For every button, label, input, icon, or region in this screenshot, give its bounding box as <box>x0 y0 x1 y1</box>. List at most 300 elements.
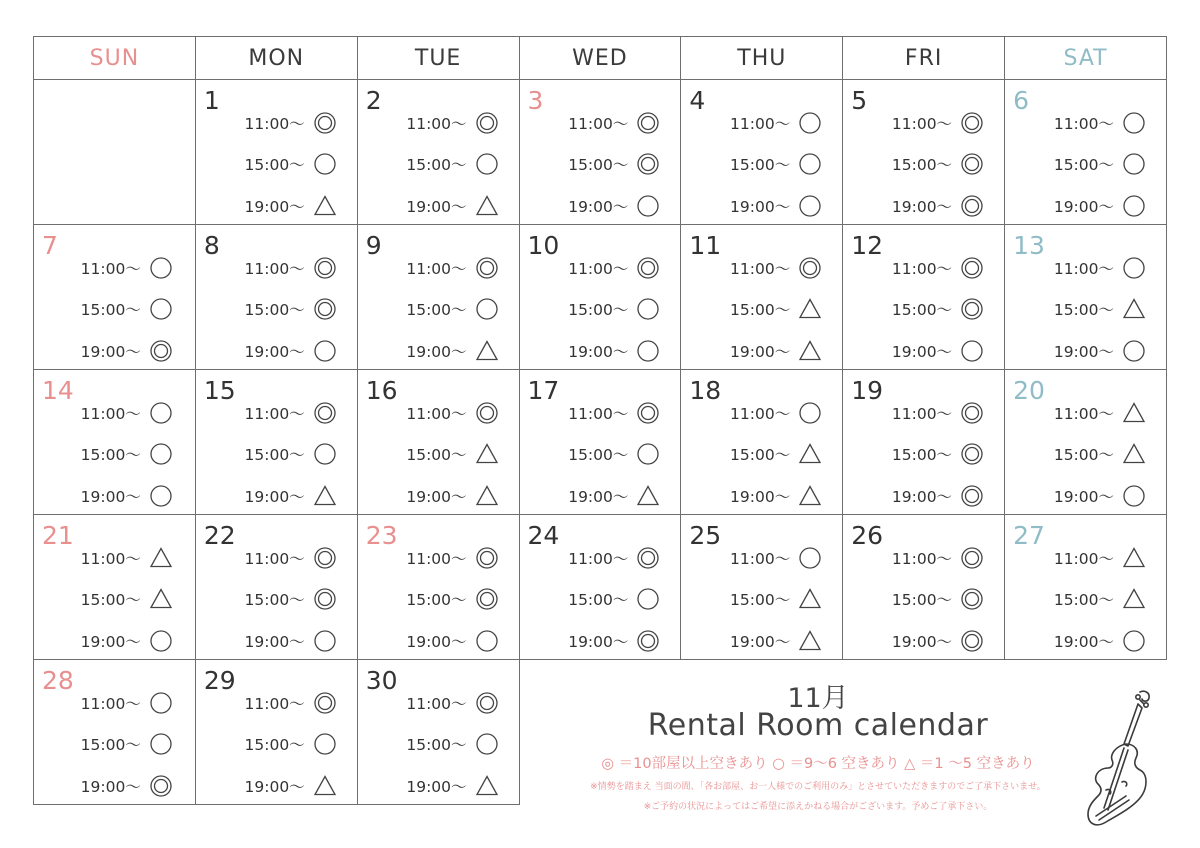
time-label: 15:00～ <box>406 736 467 754</box>
double-circle-icon <box>149 339 173 363</box>
circle-icon <box>1122 629 1146 653</box>
double-circle-icon <box>636 111 660 135</box>
time-label: 15:00～ <box>568 156 629 174</box>
time-label: 15:00～ <box>406 446 467 464</box>
time-slot <box>1054 439 1166 469</box>
time-slot <box>568 108 680 138</box>
day-cell <box>843 515 1005 660</box>
day-cell <box>843 80 1005 225</box>
time-slot <box>81 253 195 283</box>
circle-icon <box>149 442 173 466</box>
weekday-sat: SAT <box>1005 37 1167 80</box>
time-label: 11:00～ <box>1053 405 1114 423</box>
double-circle-icon <box>960 484 984 508</box>
double-circle-icon <box>960 629 984 653</box>
time-label: 15:00～ <box>80 591 141 609</box>
time-slot <box>406 584 518 614</box>
time-label: 19:00～ <box>244 778 305 796</box>
double-circle-icon <box>960 111 984 135</box>
triangle-icon <box>475 774 499 798</box>
time-label: 19:00～ <box>1053 488 1114 506</box>
time-label: 15:00～ <box>891 446 953 464</box>
time-slot <box>245 688 357 718</box>
day-cell <box>357 515 519 660</box>
time-label: 19:00～ <box>244 633 305 651</box>
triangle-icon <box>149 546 173 570</box>
time-slot <box>406 543 518 573</box>
time-slot <box>81 439 195 469</box>
day-cell <box>1005 370 1167 515</box>
triangle-icon <box>1122 546 1146 570</box>
circle-icon <box>1122 256 1146 280</box>
week-row <box>34 80 1167 225</box>
time-slot <box>245 771 357 801</box>
day-number: 23 <box>365 521 398 550</box>
double-circle-icon <box>960 401 984 425</box>
circle-icon <box>313 732 337 756</box>
circle-icon <box>475 629 499 653</box>
time-label: 19:00～ <box>244 198 305 216</box>
time-label: 15:00～ <box>568 301 629 319</box>
day-cell <box>843 370 1005 515</box>
triangle-icon <box>475 484 499 508</box>
time-slot <box>81 729 195 759</box>
empty-day-cell <box>34 80 196 225</box>
time-slot <box>568 626 680 656</box>
time-slot <box>245 626 357 656</box>
time-label: 11:00～ <box>406 695 467 713</box>
time-label: 19:00～ <box>80 343 141 361</box>
day-number: 1 <box>203 86 220 115</box>
time-slot <box>568 584 680 614</box>
day-number: 26 <box>851 521 884 550</box>
time-slot <box>1054 481 1166 511</box>
time-slot <box>245 108 357 138</box>
time-slot <box>406 398 518 428</box>
time-slot <box>892 439 1004 469</box>
time-label: 15:00～ <box>244 156 305 174</box>
time-slot <box>568 439 680 469</box>
time-slot <box>568 543 680 573</box>
time-label: 11:00～ <box>891 115 953 133</box>
time-slot <box>406 108 518 138</box>
time-slot <box>245 191 357 221</box>
time-label: 15:00～ <box>406 301 467 319</box>
time-label: 15:00～ <box>406 156 467 174</box>
day-number: 20 <box>1013 376 1045 405</box>
double-circle-icon <box>636 256 660 280</box>
time-label: 15:00～ <box>1053 301 1114 319</box>
double-circle-icon <box>636 546 660 570</box>
time-label: 19:00～ <box>568 198 629 216</box>
time-label: 19:00～ <box>568 343 629 361</box>
time-label: 19:00～ <box>244 343 305 361</box>
time-label: 11:00～ <box>568 550 629 568</box>
time-slot <box>81 543 195 573</box>
reservation-note: ※ご予約の状況によってはご希望に添えかねる場合がございます。予めご了承下さい。 <box>643 802 993 812</box>
circle-icon <box>149 732 173 756</box>
time-label: 11:00～ <box>406 260 467 278</box>
time-label: 15:00～ <box>730 591 791 609</box>
time-label: 15:00～ <box>244 591 305 609</box>
time-label: 11:00～ <box>891 550 953 568</box>
time-label: 11:00～ <box>1053 115 1114 133</box>
circle-icon <box>798 152 822 176</box>
circle-icon <box>313 339 337 363</box>
circle-icon <box>149 256 173 280</box>
time-slot <box>730 626 842 656</box>
day-cell <box>195 515 357 660</box>
time-slot <box>892 543 1004 573</box>
day-cell <box>34 515 196 660</box>
circle-icon <box>1122 152 1146 176</box>
time-slot <box>81 688 195 718</box>
day-number: 12 <box>851 231 884 260</box>
time-slot <box>730 336 842 366</box>
triangle-icon <box>475 339 499 363</box>
time-slot <box>730 439 842 469</box>
circle-icon <box>636 297 660 321</box>
triangle-icon <box>149 587 173 611</box>
double-circle-icon <box>798 256 822 280</box>
double-circle-icon <box>313 256 337 280</box>
circle-icon <box>313 629 337 653</box>
time-label: 19:00～ <box>730 633 791 651</box>
week-row <box>34 515 1167 660</box>
triangle-icon <box>1122 442 1146 466</box>
day-number: 24 <box>527 521 560 550</box>
time-label: 11:00～ <box>730 260 791 278</box>
time-label: 19:00～ <box>891 343 953 361</box>
time-slot <box>892 294 1004 324</box>
day-number: 6 <box>1013 86 1029 115</box>
day-cell <box>519 370 681 515</box>
circle-icon <box>149 484 173 508</box>
time-slot <box>730 481 842 511</box>
time-label: 11:00～ <box>568 405 629 423</box>
circle-icon <box>798 546 822 570</box>
day-cell <box>519 80 681 225</box>
time-label: 11:00～ <box>1053 550 1114 568</box>
double-circle-icon <box>313 111 337 135</box>
time-label: 15:00～ <box>730 156 791 174</box>
day-number: 2 <box>365 86 382 115</box>
time-label: 19:00～ <box>891 633 953 651</box>
time-label: 19:00～ <box>891 198 953 216</box>
triangle-icon <box>313 774 337 798</box>
circle-icon <box>636 587 660 611</box>
circle-icon <box>313 152 337 176</box>
day-number: 9 <box>365 231 382 260</box>
time-label: 19:00～ <box>406 633 467 651</box>
triangle-icon <box>798 442 822 466</box>
day-number: 3 <box>527 86 544 115</box>
day-number: 17 <box>527 376 560 405</box>
triangle-icon <box>1122 401 1146 425</box>
circle-icon <box>1122 194 1146 218</box>
time-slot <box>81 626 195 656</box>
time-label: 19:00～ <box>1053 633 1114 651</box>
time-label: 11:00～ <box>244 115 305 133</box>
violin-icon <box>1082 688 1162 833</box>
footer <box>518 666 1134 826</box>
time-slot <box>730 543 842 573</box>
circle-icon <box>1122 339 1146 363</box>
time-label: 19:00～ <box>80 488 141 506</box>
weekday-thu: THU <box>681 37 843 80</box>
circle-icon <box>149 629 173 653</box>
time-slot <box>406 626 518 656</box>
double-circle-icon <box>960 546 984 570</box>
circle-icon <box>149 401 173 425</box>
time-label: 11:00～ <box>1053 260 1114 278</box>
circle-icon <box>313 442 337 466</box>
time-slot <box>1054 149 1166 179</box>
time-slot <box>81 481 195 511</box>
triangle-icon <box>798 297 822 321</box>
day-number: 16 <box>365 376 398 405</box>
time-label: 11:00～ <box>80 695 141 713</box>
time-slot <box>892 626 1004 656</box>
day-number: 14 <box>42 376 74 405</box>
day-number: 11 <box>689 231 722 260</box>
time-label: 11:00～ <box>730 115 791 133</box>
time-slot <box>1054 336 1166 366</box>
circle-icon <box>636 442 660 466</box>
time-label: 15:00～ <box>80 301 141 319</box>
double-circle-icon <box>960 587 984 611</box>
triangle-icon <box>313 484 337 508</box>
double-circle-icon <box>313 401 337 425</box>
time-slot <box>892 191 1004 221</box>
time-label: 19:00～ <box>80 633 141 651</box>
time-label: 11:00～ <box>80 550 141 568</box>
time-label: 15:00～ <box>1053 156 1114 174</box>
time-label: 15:00～ <box>80 736 141 754</box>
week-row <box>34 225 1167 370</box>
double-circle-icon <box>636 629 660 653</box>
circle-icon <box>1122 484 1146 508</box>
time-slot <box>892 336 1004 366</box>
time-label: 19:00～ <box>406 198 467 216</box>
time-slot <box>1054 108 1166 138</box>
time-label: 11:00～ <box>244 405 305 423</box>
time-slot <box>730 149 842 179</box>
circle-icon <box>798 194 822 218</box>
time-label: 11:00～ <box>80 260 141 278</box>
day-number: 27 <box>1013 521 1045 550</box>
day-cell <box>681 370 843 515</box>
time-slot <box>1054 294 1166 324</box>
day-number: 29 <box>203 666 236 695</box>
time-slot <box>568 481 680 511</box>
time-slot <box>730 253 842 283</box>
day-number: 25 <box>689 521 722 550</box>
time-label: 19:00～ <box>244 488 305 506</box>
weekday-sun: SUN <box>34 37 196 80</box>
time-slot <box>81 294 195 324</box>
time-slot <box>245 398 357 428</box>
day-cell <box>357 225 519 370</box>
time-slot <box>406 336 518 366</box>
time-slot <box>892 481 1004 511</box>
time-label: 15:00～ <box>1053 591 1114 609</box>
weekday-mon: MON <box>195 37 357 80</box>
weekday-header-row <box>34 37 1167 80</box>
triangle-icon <box>1122 297 1146 321</box>
time-label: 11:00～ <box>244 695 305 713</box>
time-slot <box>892 149 1004 179</box>
time-slot <box>1054 398 1166 428</box>
time-label: 19:00～ <box>1053 343 1114 361</box>
time-label: 15:00～ <box>730 301 791 319</box>
day-number: 18 <box>689 376 722 405</box>
time-slot <box>1054 543 1166 573</box>
day-number: 15 <box>203 376 236 405</box>
time-slot <box>892 398 1004 428</box>
triangle-icon <box>475 194 499 218</box>
day-cell <box>1005 515 1167 660</box>
time-label: 15:00～ <box>80 446 141 464</box>
time-slot <box>406 191 518 221</box>
time-slot <box>81 398 195 428</box>
time-slot <box>568 253 680 283</box>
time-label: 15:00～ <box>406 591 467 609</box>
double-circle-icon <box>960 194 984 218</box>
circle-icon <box>1122 111 1146 135</box>
time-label: 19:00～ <box>1053 198 1114 216</box>
double-circle-icon <box>960 442 984 466</box>
double-circle-icon <box>475 587 499 611</box>
calendar-title: Rental Room calendar <box>647 708 989 743</box>
circle-icon <box>960 339 984 363</box>
time-label: 11:00～ <box>406 550 467 568</box>
double-circle-icon <box>636 401 660 425</box>
day-number: 19 <box>851 376 884 405</box>
day-cell <box>519 225 681 370</box>
time-slot <box>568 191 680 221</box>
week-row <box>34 370 1167 515</box>
time-label: 19:00～ <box>568 488 629 506</box>
time-slot <box>1054 584 1166 614</box>
time-label: 19:00～ <box>730 343 791 361</box>
time-slot <box>1054 626 1166 656</box>
double-circle-icon <box>960 297 984 321</box>
usage-note: ※情勢を踏まえ 当面の間、「各お部屋、お一人様でのご利用のみ」とさせていただきますのでご了承下さいませ。 <box>590 782 1046 792</box>
time-slot <box>1054 191 1166 221</box>
day-cell <box>519 515 681 660</box>
time-label: 19:00～ <box>406 343 467 361</box>
triangle-icon <box>313 194 337 218</box>
time-slot <box>1054 253 1166 283</box>
triangle-icon <box>1122 587 1146 611</box>
month-label: 11月 <box>787 683 849 714</box>
day-number: 28 <box>42 666 74 695</box>
weekday-wed: WED <box>519 37 681 80</box>
time-label: 19:00～ <box>406 778 467 796</box>
time-slot <box>892 108 1004 138</box>
time-label: 15:00～ <box>1053 446 1114 464</box>
triangle-icon <box>475 442 499 466</box>
weekday-tue: TUE <box>357 37 519 80</box>
day-cell <box>34 660 196 805</box>
day-cell <box>195 80 357 225</box>
day-cell <box>34 370 196 515</box>
time-label: 15:00～ <box>730 446 791 464</box>
time-label: 19:00～ <box>406 488 467 506</box>
time-slot <box>406 253 518 283</box>
time-slot <box>892 584 1004 614</box>
triangle-icon <box>798 339 822 363</box>
day-number: 21 <box>42 521 74 550</box>
double-circle-icon <box>149 774 173 798</box>
circle-icon <box>636 194 660 218</box>
time-label: 15:00～ <box>244 446 305 464</box>
time-slot <box>406 294 518 324</box>
double-circle-icon <box>475 691 499 715</box>
time-slot <box>245 336 357 366</box>
time-slot <box>245 253 357 283</box>
time-label: 11:00～ <box>406 405 467 423</box>
time-label: 11:00～ <box>730 550 791 568</box>
time-label: 11:00～ <box>568 260 629 278</box>
day-cell <box>681 515 843 660</box>
circle-icon <box>149 691 173 715</box>
time-slot <box>245 729 357 759</box>
day-cell <box>357 370 519 515</box>
day-cell <box>681 80 843 225</box>
double-circle-icon <box>636 152 660 176</box>
time-slot <box>245 294 357 324</box>
time-label: 11:00～ <box>406 115 467 133</box>
time-slot <box>730 398 842 428</box>
day-cell <box>34 225 196 370</box>
time-label: 15:00～ <box>244 736 305 754</box>
triangle-icon <box>798 587 822 611</box>
time-slot <box>81 584 195 614</box>
time-slot <box>406 688 518 718</box>
time-slot <box>81 771 195 801</box>
triangle-icon <box>798 629 822 653</box>
day-number: 8 <box>203 231 220 260</box>
day-cell <box>357 80 519 225</box>
time-slot <box>568 294 680 324</box>
time-label: 11:00～ <box>891 260 953 278</box>
time-slot <box>730 584 842 614</box>
time-slot <box>730 108 842 138</box>
double-circle-icon <box>313 546 337 570</box>
time-label: 11:00～ <box>244 260 305 278</box>
time-label: 19:00～ <box>730 198 791 216</box>
time-label: 19:00～ <box>891 488 953 506</box>
day-number: 4 <box>689 86 706 115</box>
time-slot <box>568 336 680 366</box>
double-circle-icon <box>475 546 499 570</box>
day-number: 22 <box>203 521 236 550</box>
double-circle-icon <box>313 691 337 715</box>
time-label: 15:00～ <box>568 446 629 464</box>
time-slot <box>245 149 357 179</box>
double-circle-icon <box>313 587 337 611</box>
time-label: 11:00～ <box>80 405 141 423</box>
time-slot <box>81 336 195 366</box>
time-slot <box>406 439 518 469</box>
day-number: 7 <box>42 231 58 260</box>
triangle-icon <box>798 484 822 508</box>
double-circle-icon <box>475 256 499 280</box>
day-number: 30 <box>365 666 398 695</box>
time-label: 15:00～ <box>891 156 953 174</box>
